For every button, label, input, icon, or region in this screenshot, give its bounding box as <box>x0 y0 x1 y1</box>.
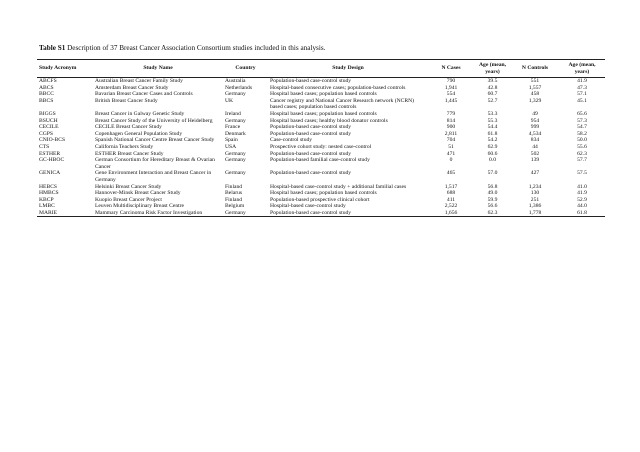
table-row <box>37 118 605 125</box>
cell-study-name: Gene Environment Interaction and Breast Cancer in Germany <box>95 170 212 183</box>
cell-study-design: Hospital based cases; population based controls <box>270 91 377 98</box>
cell-cases-age: 55.3 <box>487 117 498 124</box>
cell-study-acronym: CGPS <box>39 130 53 137</box>
header-study-design: Study Design <box>268 60 428 78</box>
cell-controls-age: 41.9 <box>577 190 587 197</box>
cell-country: Belarus <box>225 190 243 197</box>
table-row <box>37 98 605 111</box>
cell-n-controls: 1,329 <box>528 97 542 104</box>
table-body <box>37 78 605 217</box>
table-row <box>37 203 605 210</box>
cell-n-controls: 954 <box>530 117 540 124</box>
table-row <box>37 78 605 85</box>
cell-study-name: Mammary Carcinoma Risk Factor Investigation <box>93 210 223 217</box>
cell-cases-age: 0.0 <box>489 157 496 164</box>
cell-n-controls: 1,234 <box>528 183 542 190</box>
cell-n-cases: 51 <box>448 143 454 150</box>
cell-country: Netherlands <box>225 84 253 91</box>
cell-controls-age: 58.2 <box>577 130 587 137</box>
table-row <box>37 197 605 204</box>
cell-cases-age: 39.5 <box>487 78 498 84</box>
cell-country: Germany <box>225 91 246 98</box>
cell-study-name: Leuven Multidisciplinary Breast Centre <box>95 203 185 210</box>
cell-study-acronym: CECILE <box>39 124 59 131</box>
cell-study-design: Hospital based cases; population based controls <box>270 110 377 117</box>
cell-controls-age: 47.3 <box>577 84 587 91</box>
cell-country: Germany <box>225 170 246 177</box>
cell-country: Denmark <box>225 130 246 137</box>
cell-n-cases: 704 <box>446 137 456 144</box>
cell-n-cases: 554 <box>446 91 456 98</box>
caption-text: Description of 37 Breast Cancer Association Consortium studies included in this analysis. <box>67 44 326 52</box>
cell-controls-age: 65.6 <box>577 110 587 117</box>
header-study-acronym: Study Acronym <box>37 60 93 78</box>
cell-country: Germany <box>225 157 246 164</box>
cell-cases-age: 54.4 <box>487 124 498 131</box>
table-row <box>37 144 605 151</box>
cell-study-name: CECILE Breast Cancer Study <box>95 124 162 131</box>
cell-country: USA <box>225 143 237 150</box>
cell-country: Belgium <box>225 203 245 210</box>
table-row <box>37 91 605 98</box>
cell-study-name: German Consortium for Hereditary Breast & Ovarian Cancer <box>95 157 215 170</box>
table-row <box>37 111 605 118</box>
cell-study-acronym: GENICA <box>39 170 61 177</box>
cell-cases-age: 52.7 <box>487 97 498 104</box>
cell-study-acronym: HMBCS <box>39 190 59 197</box>
cell-country: Germany <box>225 117 246 124</box>
cell-cases-age: 57.0 <box>487 170 498 177</box>
cell-study-name: Copenhagen General Population Study <box>95 130 183 137</box>
cell-study-acronym: CNIO-BCS <box>39 137 66 144</box>
cell-study-name: ESTHER Breast Cancer Study <box>95 150 164 157</box>
cell-n-controls: 427 <box>530 170 540 177</box>
cell-cases-age: 60.6 <box>487 150 498 157</box>
cell-study-design: Population-based case-control study <box>270 130 352 137</box>
cell-country: Germany <box>225 150 246 157</box>
cell-study-acronym: BSUCH <box>39 117 58 124</box>
cell-country: UK <box>225 97 234 104</box>
cell-study-acronym: BIGGS <box>39 110 56 117</box>
cell-study-name: Helsinki Breast Cancer Study <box>95 183 162 190</box>
table-row <box>37 190 605 197</box>
cell-n-cases: 465 <box>446 170 456 177</box>
cell-study-design: Population-based prospective clinical cohort <box>270 196 370 203</box>
table-row <box>37 170 605 183</box>
cell-study-name: California Teachers Study <box>95 143 154 150</box>
cell-n-controls: 1,778 <box>511 210 559 217</box>
cell-n-cases: 1,656 <box>428 210 474 217</box>
cell-cases-age: 42.8 <box>487 84 498 91</box>
cell-study-name: Hannover-Minsk Breast Cancer Study <box>95 190 181 197</box>
cell-study-acronym: KBCP <box>39 196 54 203</box>
cell-country: France <box>225 124 241 131</box>
header-country: Country <box>223 60 268 78</box>
cell-controls-age: 41.0 <box>577 183 587 190</box>
cell-n-controls: 834 <box>530 137 540 144</box>
cell-study-design: Hospital-based consecutive cases; population-based controls <box>270 84 406 91</box>
cell-cases-age: 49.0 <box>487 190 498 197</box>
cell-study-acronym: ABCFS <box>39 78 57 84</box>
cell-study-acronym: BBCS <box>39 97 54 104</box>
header-cases-age: Age (mean, years) <box>474 60 511 78</box>
header-controls-age: Age (mean, years) <box>559 60 605 78</box>
cell-study-acronym: MARIE <box>37 210 93 217</box>
cell-study-design: Population-based case-control study <box>270 150 352 157</box>
cell-study-design: Cancer registry and National Cancer Research network (NCRN) based cases; population based controls <box>270 97 414 111</box>
cell-n-cases: 790 <box>446 78 456 84</box>
cell-cases-age: 62.9 <box>487 143 498 150</box>
cell-n-cases: 1,517 <box>444 183 458 190</box>
table-header <box>37 60 605 78</box>
cell-cases-age: 54.2 <box>487 137 498 144</box>
cell-study-name: Spanish National Cancer Centre Breast Cancer Study <box>95 137 215 144</box>
cell-n-cases: 2,811 <box>444 130 458 137</box>
cell-n-controls: 130 <box>530 190 540 197</box>
cell-study-acronym: BBCC <box>39 91 54 98</box>
cell-controls-age: 57.5 <box>577 170 587 177</box>
cell-n-cases: 688 <box>446 190 456 197</box>
cell-study-design: Prospective cohort study: nested case-control <box>270 143 372 150</box>
cell-study-name: Bavarian Breast Cancer Cases and Controls <box>95 91 193 98</box>
cell-n-controls: 251 <box>530 196 540 203</box>
cell-n-cases: 0 <box>449 157 453 164</box>
cell-controls-age: 57.1 <box>577 91 587 98</box>
cell-study-design: Population-based case-control study <box>268 210 428 217</box>
cell-controls-age: 44.0 <box>577 203 587 210</box>
cell-n-controls: 502 <box>530 150 540 157</box>
header-n-controls: N Controls <box>511 60 559 78</box>
cell-n-controls: 458 <box>530 91 540 98</box>
cell-controls-age: 62.3 <box>577 150 587 157</box>
cell-n-controls: 1,557 <box>528 84 542 91</box>
cell-cases-age: 62.3 <box>474 210 511 217</box>
cell-n-controls: 44 <box>532 143 538 150</box>
table-row <box>37 157 605 170</box>
table-row <box>37 137 605 144</box>
cell-country: Finland <box>225 196 243 203</box>
cell-study-design: Population-based case-control study <box>270 78 352 84</box>
cell-study-name: Breast Cancer in Galway Genetic Study <box>95 110 185 117</box>
cell-study-name: British Breast Cancer Study <box>95 97 158 104</box>
cell-country: Germany <box>223 210 268 217</box>
table-label: Table S1 <box>39 44 66 52</box>
cell-study-name: Kuopio Breast Cancer Project <box>95 196 162 203</box>
cell-study-design: Hospital-based case-control study + additional familial cases <box>270 183 407 190</box>
cell-n-cases: 1,445 <box>444 97 458 104</box>
cell-controls-age: 61.8 <box>559 210 605 217</box>
cell-cases-age: 56.6 <box>487 203 498 210</box>
cell-country: Australia <box>225 78 246 84</box>
cell-study-acronym: LMBC <box>39 203 55 210</box>
cell-controls-age: 57.3 <box>577 117 587 124</box>
table-row <box>37 85 605 92</box>
cell-country: Finland <box>225 183 243 190</box>
cell-n-cases: 779 <box>446 110 456 117</box>
studies-table <box>37 59 605 217</box>
cell-n-controls: 49 <box>532 110 538 117</box>
cell-n-cases: 1,941 <box>444 84 458 91</box>
cell-cases-age: 59.9 <box>487 196 498 203</box>
cell-controls-age: 54.7 <box>577 124 587 131</box>
cell-study-name: Breast Cancer Study of the University of Heidelberg <box>95 117 213 124</box>
cell-study-design: Population-based familial case-control study <box>270 157 370 164</box>
cell-cases-age: 60.7 <box>487 91 498 98</box>
cell-study-name: Australian Breast Cancer Family Study <box>95 78 183 84</box>
cell-study-name: Amsterdam Breast Cancer Study <box>95 84 169 91</box>
cell-n-cases: 814 <box>446 117 456 124</box>
header-n-cases: N Cases <box>428 60 474 78</box>
cell-controls-age: 50.0 <box>577 137 587 144</box>
cell-n-controls: 551 <box>530 78 540 84</box>
cell-n-controls: 4,534 <box>528 130 542 137</box>
table-row <box>37 124 605 131</box>
cell-study-acronym: GC-HBOC <box>39 157 65 164</box>
header-row <box>37 60 605 78</box>
cell-cases-age: 61.8 <box>487 130 498 137</box>
cell-controls-age: 55.6 <box>577 143 587 150</box>
cell-study-design: Population-based case-control study <box>270 170 352 177</box>
cell-study-design: Hospital based cases; population based controls <box>270 190 377 197</box>
cell-cases-age: 53.3 <box>487 110 498 117</box>
cell-cases-age: 56.8 <box>487 183 498 190</box>
cell-n-controls: 999 <box>530 124 540 131</box>
cell-n-controls: 1,386 <box>528 203 542 210</box>
cell-study-acronym: ABCS <box>39 84 54 91</box>
table-row <box>37 210 605 217</box>
cell-country: Spain <box>225 137 238 144</box>
cell-n-controls: 139 <box>530 157 540 164</box>
cell-study-design: Case-control study <box>270 137 313 144</box>
cell-country: Ireland <box>225 110 241 117</box>
header-study-name: Study Name <box>93 60 223 78</box>
cell-controls-age: 45.1 <box>577 97 587 104</box>
cell-controls-age: 52.9 <box>577 196 587 203</box>
cell-study-design: Hospital based cases; healthy blood donator controls <box>270 117 388 124</box>
cell-study-acronym: HEBCS <box>39 183 58 190</box>
cell-study-design: Hospital-based case-control study <box>270 203 346 210</box>
table-row <box>37 184 605 191</box>
cell-n-cases: 471 <box>446 150 456 157</box>
cell-study-design: Population-based case-control study <box>270 124 352 131</box>
cell-controls-age: 57.7 <box>577 157 587 164</box>
cell-study-acronym: CTS <box>39 143 50 150</box>
cell-controls-age: 41.9 <box>577 78 587 84</box>
cell-n-cases: 900 <box>446 124 456 131</box>
cell-n-cases: 411 <box>446 196 456 203</box>
table-caption <box>39 44 325 52</box>
cell-study-acronym: ESTHER <box>39 150 61 157</box>
table-row <box>37 131 605 138</box>
cell-n-cases: 2,522 <box>444 203 458 210</box>
